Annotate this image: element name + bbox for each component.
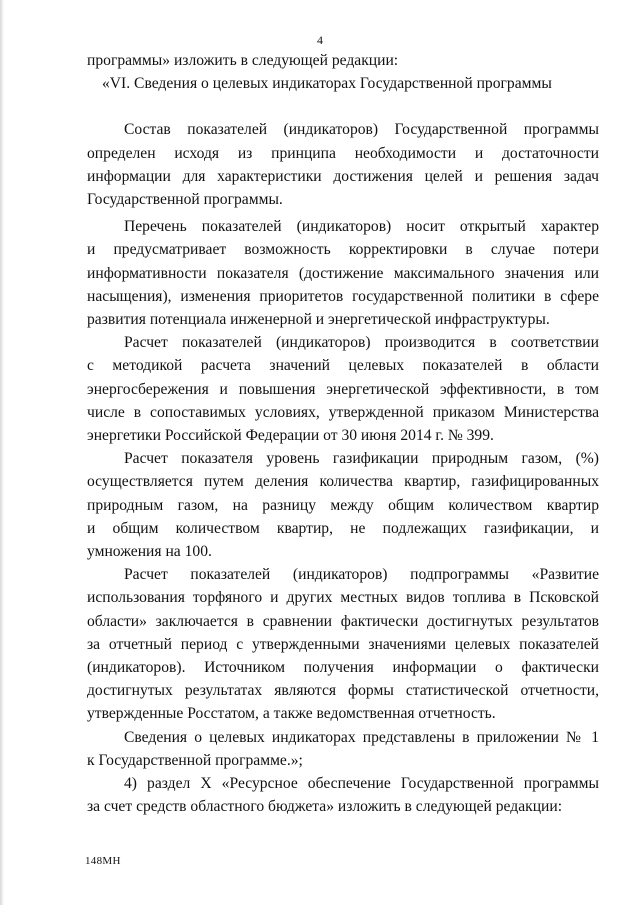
text-line: достигнутых результатах являются формы статистической отчетности,: [87, 682, 599, 700]
text-line: насыщения), изменения приоритетов государственной политики в сфере: [87, 287, 599, 305]
text-line: Расчет показателей (индикаторов) производится в соответствии: [124, 334, 599, 352]
text-line: Расчет показателей (индикаторов) подпрограммы «Развитие: [124, 566, 599, 584]
text-line: Государственной программы.: [87, 191, 283, 209]
text-line: к Государственной программе.»;: [87, 751, 303, 769]
text-line: Перечень показателей (индикаторов) носит открытый характер: [124, 218, 599, 236]
text-line: области» заключается в сравнении фактически достигнутых результатов: [87, 612, 599, 630]
page-number: 4: [317, 33, 323, 47]
text-line: и предусматривает возможность корректировки в случае потери: [87, 241, 599, 259]
text-line: природным газом, на разницу между общим количеством квартир: [87, 496, 599, 514]
document-code: 148МН: [85, 855, 121, 867]
text-line: за счет средств областного бюджета» изложить в следующей редакции:: [87, 798, 563, 816]
section-heading: «VI. Сведения о целевых индикаторах Государственной программы: [102, 75, 552, 93]
text-line: 4) раздел X «Ресурсное обеспечение Государственной программы: [124, 775, 599, 793]
text-line: использования торфяного и других местных видов топлива в Псковской: [87, 589, 599, 607]
text-line: определен исходя из принципа необходимости и достаточности: [87, 144, 599, 162]
text-line: и общим количеством квартир, не подлежащих газификации, и: [87, 519, 599, 537]
text-line: информации для характеристики достижения целей и решения задач: [87, 167, 599, 185]
text-line: энергосбережения и повышения энергетической эффективности, в том: [87, 380, 599, 398]
text-line: числе в сопоставимых условиях, утвержденной приказом Министерства: [87, 403, 599, 421]
text-line: информативности показателя (достижение максимального значения или: [87, 264, 599, 282]
scan-edge-shadow: [0, 0, 4, 905]
document-body: [87, 49, 599, 819]
text-line: Состав показателей (индикаторов) Государственной программы: [124, 121, 599, 139]
spacer: [87, 95, 599, 118]
text-line: осуществляется путем деления количества квартир, газифицированных: [87, 473, 599, 491]
text-line: умножения на 100.: [87, 543, 212, 561]
text-line: с методикой расчета значений целевых показателей в области: [87, 357, 599, 375]
text-line: программы» изложить в следующей редакции:: [87, 52, 399, 69]
text-line: энергетики Российской Федерации от 30 июня 2014 г. № 399.: [87, 427, 494, 445]
text-line: Расчет показателя уровень газификации природным газом, (%): [124, 450, 599, 468]
text-line: за отчетный период с утвержденными значениями целевых показателей: [87, 635, 599, 653]
text-line: утвержденные Росстатом, а также ведомственная отчетность.: [87, 705, 496, 723]
text-line: (индикаторов). Источником получения информации о фактически: [87, 659, 599, 677]
text-line: развития потенциала инженерной и энергетической инфраструктуры.: [87, 311, 550, 329]
text-line: Сведения о целевых индикаторах представлены в приложении № 1: [124, 728, 599, 746]
